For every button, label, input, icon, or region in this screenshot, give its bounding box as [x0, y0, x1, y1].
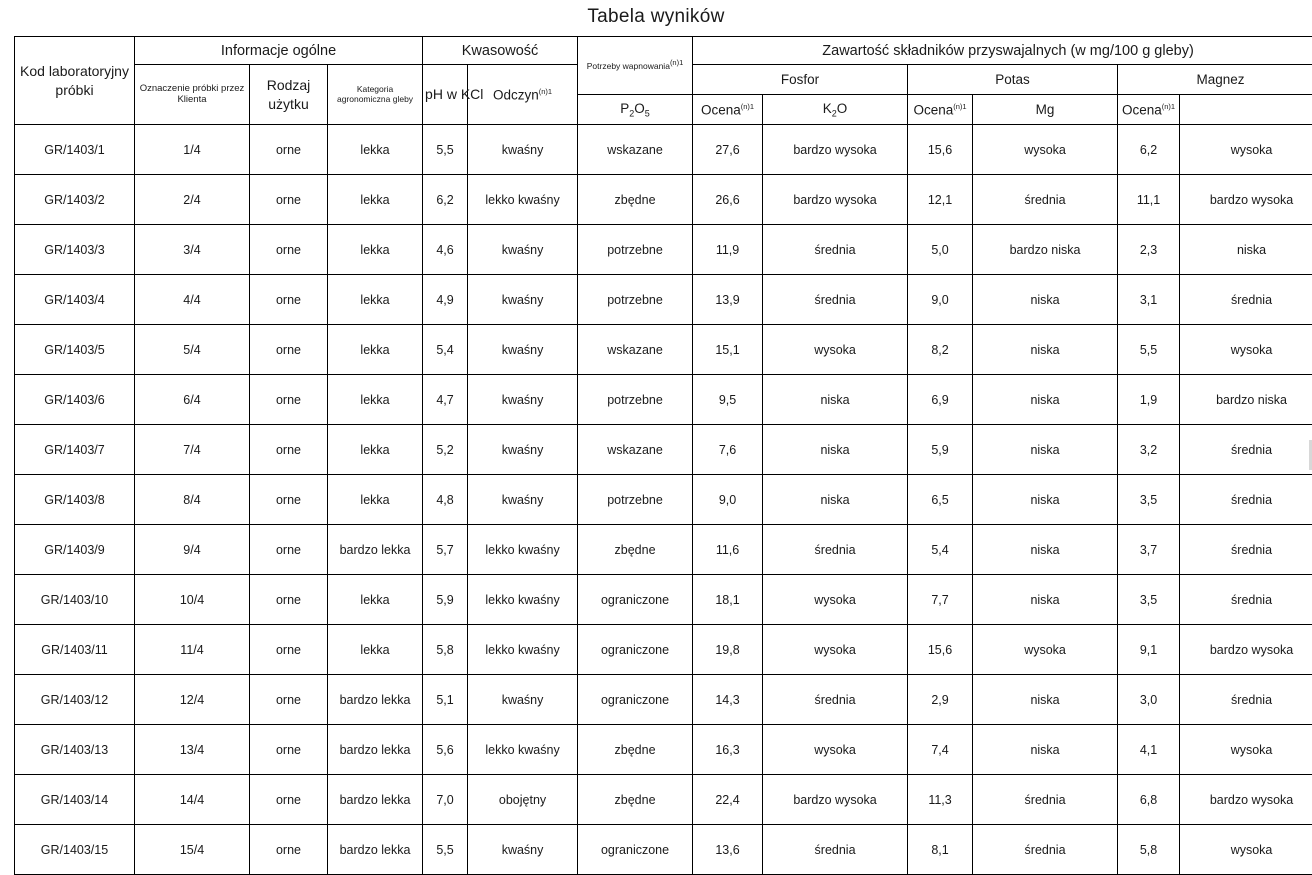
cell-mg: 4,1 — [1118, 725, 1180, 775]
cell-ph: 4,7 — [423, 375, 468, 425]
cell-p2o5: 27,6 — [693, 125, 763, 175]
cell-soil-category: lekka — [328, 575, 423, 625]
cell-code: GR/1403/9 — [15, 525, 135, 575]
cell-code: GR/1403/10 — [15, 575, 135, 625]
cell-ph: 5,6 — [423, 725, 468, 775]
table-row — [15, 775, 1312, 825]
cell-rating-p: średnia — [763, 525, 908, 575]
cell-rating-p: niska — [763, 375, 908, 425]
cell-land-use: orne — [250, 525, 328, 575]
cell-k2o: 5,0 — [908, 225, 973, 275]
header-mg: Mg — [973, 95, 1118, 125]
header-group-acidity: Kwasowość — [423, 37, 578, 65]
cell-ph: 5,7 — [423, 525, 468, 575]
cell-reaction: lekko kwaśny — [468, 175, 578, 225]
cell-code: GR/1403/5 — [15, 325, 135, 375]
table-row — [15, 575, 1312, 625]
cell-soil-category: lekka — [328, 325, 423, 375]
cell-reaction: lekko kwaśny — [468, 725, 578, 775]
cell-rating-mg: wysoka — [1180, 725, 1312, 775]
cell-land-use: orne — [250, 175, 328, 225]
cell-client-marking: 11/4 — [135, 625, 250, 675]
cell-mg: 6,8 — [1118, 775, 1180, 825]
cell-mg: 3,5 — [1118, 575, 1180, 625]
cell-rating-p: bardzo wysoka — [763, 125, 908, 175]
cell-rating-mg: wysoka — [1180, 125, 1312, 175]
cell-k2o: 6,9 — [908, 375, 973, 425]
cell-p2o5: 15,1 — [693, 325, 763, 375]
cell-soil-category: lekka — [328, 225, 423, 275]
cell-land-use: orne — [250, 225, 328, 275]
cell-rating-mg: średnia — [1180, 425, 1312, 475]
header-row-groups — [15, 37, 1312, 65]
cell-k2o: 9,0 — [908, 275, 973, 325]
cell-reaction: lekko kwaśny — [468, 625, 578, 675]
results-table — [14, 36, 1312, 875]
cell-rating-mg: wysoka — [1180, 825, 1312, 875]
cell-soil-category: lekka — [328, 425, 423, 475]
cell-ph: 5,5 — [423, 825, 468, 875]
header-p2o5: $P_2O_5$ — [578, 95, 693, 125]
cell-p2o5: 13,6 — [693, 825, 763, 875]
cell-p2o5: 7,6 — [693, 425, 763, 475]
header-magnesium: Magnez — [1118, 65, 1312, 95]
cell-land-use: orne — [250, 325, 328, 375]
header-liming-needs: Potrzeby wapnowania(n)1 — [578, 37, 693, 95]
cell-client-marking: 15/4 — [135, 825, 250, 875]
cell-land-use: orne — [250, 375, 328, 425]
cell-rating-p: wysoka — [763, 575, 908, 625]
cell-liming: potrzebne — [578, 275, 693, 325]
cell-rating-k: wysoka — [973, 125, 1118, 175]
table-row — [15, 625, 1312, 675]
results-table-container — [0, 36, 1312, 875]
cell-ph: 6,2 — [423, 175, 468, 225]
cell-p2o5: 9,0 — [693, 475, 763, 525]
cell-soil-category: bardzo lekka — [328, 525, 423, 575]
cell-rating-k: niska — [973, 725, 1118, 775]
cell-rating-p: średnia — [763, 675, 908, 725]
cell-client-marking: 3/4 — [135, 225, 250, 275]
cell-rating-p: niska — [763, 475, 908, 525]
header-group-nutrients: Zawartość składników przyswajalnych (w mg/100 g gleby) — [693, 37, 1312, 65]
cell-rating-mg: bardzo wysoka — [1180, 175, 1312, 225]
cell-client-marking: 2/4 — [135, 175, 250, 225]
cell-reaction: kwaśny — [468, 475, 578, 525]
cell-client-marking: 4/4 — [135, 275, 250, 325]
cell-liming: ograniczone — [578, 675, 693, 725]
cell-land-use: orne — [250, 125, 328, 175]
cell-reaction: kwaśny — [468, 375, 578, 425]
cell-client-marking: 8/4 — [135, 475, 250, 525]
cell-rating-mg: bardzo wysoka — [1180, 775, 1312, 825]
table-row — [15, 125, 1312, 175]
cell-rating-p: bardzo wysoka — [763, 775, 908, 825]
cell-mg: 6,2 — [1118, 125, 1180, 175]
cell-rating-p: wysoka — [763, 625, 908, 675]
cell-k2o: 15,6 — [908, 625, 973, 675]
cell-mg: 2,3 — [1118, 225, 1180, 275]
cell-land-use: orne — [250, 625, 328, 675]
cell-k2o: 5,9 — [908, 425, 973, 475]
cell-rating-k: średnia — [973, 825, 1118, 875]
cell-soil-category: lekka — [328, 625, 423, 675]
cell-k2o: 8,2 — [908, 325, 973, 375]
cell-mg: 1,9 — [1118, 375, 1180, 425]
table-row — [15, 675, 1312, 725]
cell-code: GR/1403/3 — [15, 225, 135, 275]
cell-p2o5: 11,9 — [693, 225, 763, 275]
cell-client-marking: 13/4 — [135, 725, 250, 775]
cell-rating-k: niska — [973, 575, 1118, 625]
cell-k2o: 2,9 — [908, 675, 973, 725]
table-row — [15, 175, 1312, 225]
header-group-general: Informacje ogólne — [135, 37, 423, 65]
cell-liming: zbędne — [578, 725, 693, 775]
cell-ph: 7,0 — [423, 775, 468, 825]
cell-p2o5: 19,8 — [693, 625, 763, 675]
cell-liming: ograniczone — [578, 625, 693, 675]
cell-p2o5: 14,3 — [693, 675, 763, 725]
cell-k2o: 7,7 — [908, 575, 973, 625]
cell-rating-mg: średnia — [1180, 525, 1312, 575]
cell-land-use: orne — [250, 275, 328, 325]
cell-mg: 3,2 — [1118, 425, 1180, 475]
cell-land-use: orne — [250, 425, 328, 475]
table-row — [15, 225, 1312, 275]
cell-rating-k: niska — [973, 425, 1118, 475]
cell-rating-k: niska — [973, 475, 1118, 525]
cell-p2o5: 11,6 — [693, 525, 763, 575]
cell-p2o5: 22,4 — [693, 775, 763, 825]
cell-soil-category: bardzo lekka — [328, 675, 423, 725]
cell-reaction: kwaśny — [468, 225, 578, 275]
cell-client-marking: 10/4 — [135, 575, 250, 625]
table-row — [15, 525, 1312, 575]
cell-p2o5: 16,3 — [693, 725, 763, 775]
cell-soil-category: lekka — [328, 175, 423, 225]
cell-rating-k: bardzo niska — [973, 225, 1118, 275]
cell-rating-k: niska — [973, 375, 1118, 425]
header-phosphorus: Fosfor — [693, 65, 908, 95]
cell-reaction: kwaśny — [468, 125, 578, 175]
cell-liming: potrzebne — [578, 475, 693, 525]
header-reaction: Odczyn$^{(n)1}$ — [468, 65, 578, 125]
cell-soil-category: bardzo lekka — [328, 825, 423, 875]
cell-ph: 5,8 — [423, 625, 468, 675]
cell-soil-category: lekka — [328, 125, 423, 175]
cell-client-marking: 7/4 — [135, 425, 250, 475]
cell-liming: zbędne — [578, 175, 693, 225]
cell-code: GR/1403/11 — [15, 625, 135, 675]
cell-mg: 5,5 — [1118, 325, 1180, 375]
cell-reaction: obojętny — [468, 775, 578, 825]
header-rating-k: Ocena$^{(n)1}$ — [908, 95, 973, 125]
cell-client-marking: 1/4 — [135, 125, 250, 175]
cell-code: GR/1403/4 — [15, 275, 135, 325]
table-header — [15, 37, 1312, 125]
cell-reaction: kwaśny — [468, 675, 578, 725]
cell-k2o: 7,4 — [908, 725, 973, 775]
header-soil-category: Kategoria agronomiczna gleby — [328, 65, 423, 125]
cell-rating-p: średnia — [763, 225, 908, 275]
cell-k2o: 5,4 — [908, 525, 973, 575]
cell-ph: 5,5 — [423, 125, 468, 175]
cell-ph: 5,1 — [423, 675, 468, 725]
header-code: Kod laboratoryjny próbki — [15, 37, 135, 125]
cell-client-marking: 9/4 — [135, 525, 250, 575]
table-body — [15, 125, 1312, 875]
header-land-use: Rodzaj użytku — [250, 65, 328, 125]
cell-rating-k: średnia — [973, 175, 1118, 225]
cell-liming: potrzebne — [578, 375, 693, 425]
cell-rating-mg: średnia — [1180, 275, 1312, 325]
cell-rating-mg: bardzo niska — [1180, 375, 1312, 425]
cell-rating-k: niska — [973, 525, 1118, 575]
cell-p2o5: 9,5 — [693, 375, 763, 425]
cell-liming: potrzebne — [578, 225, 693, 275]
cell-client-marking: 6/4 — [135, 375, 250, 425]
cell-land-use: orne — [250, 725, 328, 775]
cell-reaction: lekko kwaśny — [468, 525, 578, 575]
cell-mg: 11,1 — [1118, 175, 1180, 225]
cell-liming: wskazane — [578, 125, 693, 175]
cell-rating-mg: bardzo wysoka — [1180, 625, 1312, 675]
cell-rating-k: niska — [973, 675, 1118, 725]
cell-rating-mg: niska — [1180, 225, 1312, 275]
header-rating-p: Ocena$^{(n)1}$ — [693, 95, 763, 125]
cell-mg: 3,5 — [1118, 475, 1180, 525]
cell-rating-p: bardzo wysoka — [763, 175, 908, 225]
header-potassium: Potas — [908, 65, 1118, 95]
cell-k2o: 12,1 — [908, 175, 973, 225]
cell-mg: 3,7 — [1118, 525, 1180, 575]
cell-soil-category: bardzo lekka — [328, 725, 423, 775]
table-row — [15, 375, 1312, 425]
cell-rating-p: średnia — [763, 275, 908, 325]
cell-client-marking: 12/4 — [135, 675, 250, 725]
header-k2o: $K_2O$ — [763, 95, 908, 125]
table-row — [15, 325, 1312, 375]
cell-code: GR/1403/13 — [15, 725, 135, 775]
header-ph: pH w KCl — [423, 65, 468, 125]
cell-liming: wskazane — [578, 425, 693, 475]
cell-rating-k: wysoka — [973, 625, 1118, 675]
cell-rating-k: niska — [973, 275, 1118, 325]
cell-land-use: orne — [250, 475, 328, 525]
cell-reaction: kwaśny — [468, 425, 578, 475]
cell-mg: 9,1 — [1118, 625, 1180, 675]
cell-ph: 4,9 — [423, 275, 468, 325]
cell-soil-category: lekka — [328, 375, 423, 425]
cell-rating-p: średnia — [763, 825, 908, 875]
table-row — [15, 725, 1312, 775]
cell-mg: 5,8 — [1118, 825, 1180, 875]
cell-rating-k: średnia — [973, 775, 1118, 825]
cell-code: GR/1403/14 — [15, 775, 135, 825]
cell-land-use: orne — [250, 575, 328, 625]
cell-rating-k: niska — [973, 325, 1118, 375]
cell-soil-category: lekka — [328, 275, 423, 325]
cell-liming: ograniczone — [578, 825, 693, 875]
cell-k2o: 11,3 — [908, 775, 973, 825]
cell-code: GR/1403/7 — [15, 425, 135, 475]
cell-reaction: kwaśny — [468, 325, 578, 375]
table-row — [15, 475, 1312, 525]
cell-rating-p: wysoka — [763, 325, 908, 375]
table-row — [15, 275, 1312, 325]
cell-land-use: orne — [250, 825, 328, 875]
cell-client-marking: 14/4 — [135, 775, 250, 825]
cell-rating-p: wysoka — [763, 725, 908, 775]
cell-reaction: kwaśny — [468, 825, 578, 875]
cell-ph: 5,2 — [423, 425, 468, 475]
cell-client-marking: 5/4 — [135, 325, 250, 375]
table-row — [15, 825, 1312, 875]
cell-soil-category: lekka — [328, 475, 423, 525]
cell-mg: 3,1 — [1118, 275, 1180, 325]
cell-ph: 5,4 — [423, 325, 468, 375]
cell-code: GR/1403/15 — [15, 825, 135, 875]
cell-rating-mg: średnia — [1180, 575, 1312, 625]
cell-soil-category: bardzo lekka — [328, 775, 423, 825]
page-title: Tabela wyników — [0, 0, 1312, 36]
cell-rating-mg: średnia — [1180, 675, 1312, 725]
cell-ph: 4,8 — [423, 475, 468, 525]
cell-p2o5: 26,6 — [693, 175, 763, 225]
cell-rating-mg: średnia — [1180, 475, 1312, 525]
cell-liming: zbędne — [578, 525, 693, 575]
cell-code: GR/1403/6 — [15, 375, 135, 425]
cell-mg: 3,0 — [1118, 675, 1180, 725]
cell-rating-mg: wysoka — [1180, 325, 1312, 375]
cell-reaction: kwaśny — [468, 275, 578, 325]
cell-p2o5: 18,1 — [693, 575, 763, 625]
cell-ph: 5,9 — [423, 575, 468, 625]
cell-reaction: lekko kwaśny — [468, 575, 578, 625]
cell-k2o: 15,6 — [908, 125, 973, 175]
cell-code: GR/1403/12 — [15, 675, 135, 725]
cell-liming: wskazane — [578, 325, 693, 375]
cell-liming: zbędne — [578, 775, 693, 825]
cell-rating-p: niska — [763, 425, 908, 475]
cell-k2o: 8,1 — [908, 825, 973, 875]
cell-liming: ograniczone — [578, 575, 693, 625]
cell-code: GR/1403/1 — [15, 125, 135, 175]
header-client-marking: Oznaczenie próbki przez Klienta — [135, 65, 250, 125]
cell-land-use: orne — [250, 775, 328, 825]
cell-code: GR/1403/8 — [15, 475, 135, 525]
cell-code: GR/1403/2 — [15, 175, 135, 225]
header-rating-mg: Ocena$^{(n)1}$ — [1118, 95, 1180, 125]
cell-land-use: orne — [250, 675, 328, 725]
cell-k2o: 6,5 — [908, 475, 973, 525]
table-row — [15, 425, 1312, 475]
cell-ph: 4,6 — [423, 225, 468, 275]
cell-p2o5: 13,9 — [693, 275, 763, 325]
